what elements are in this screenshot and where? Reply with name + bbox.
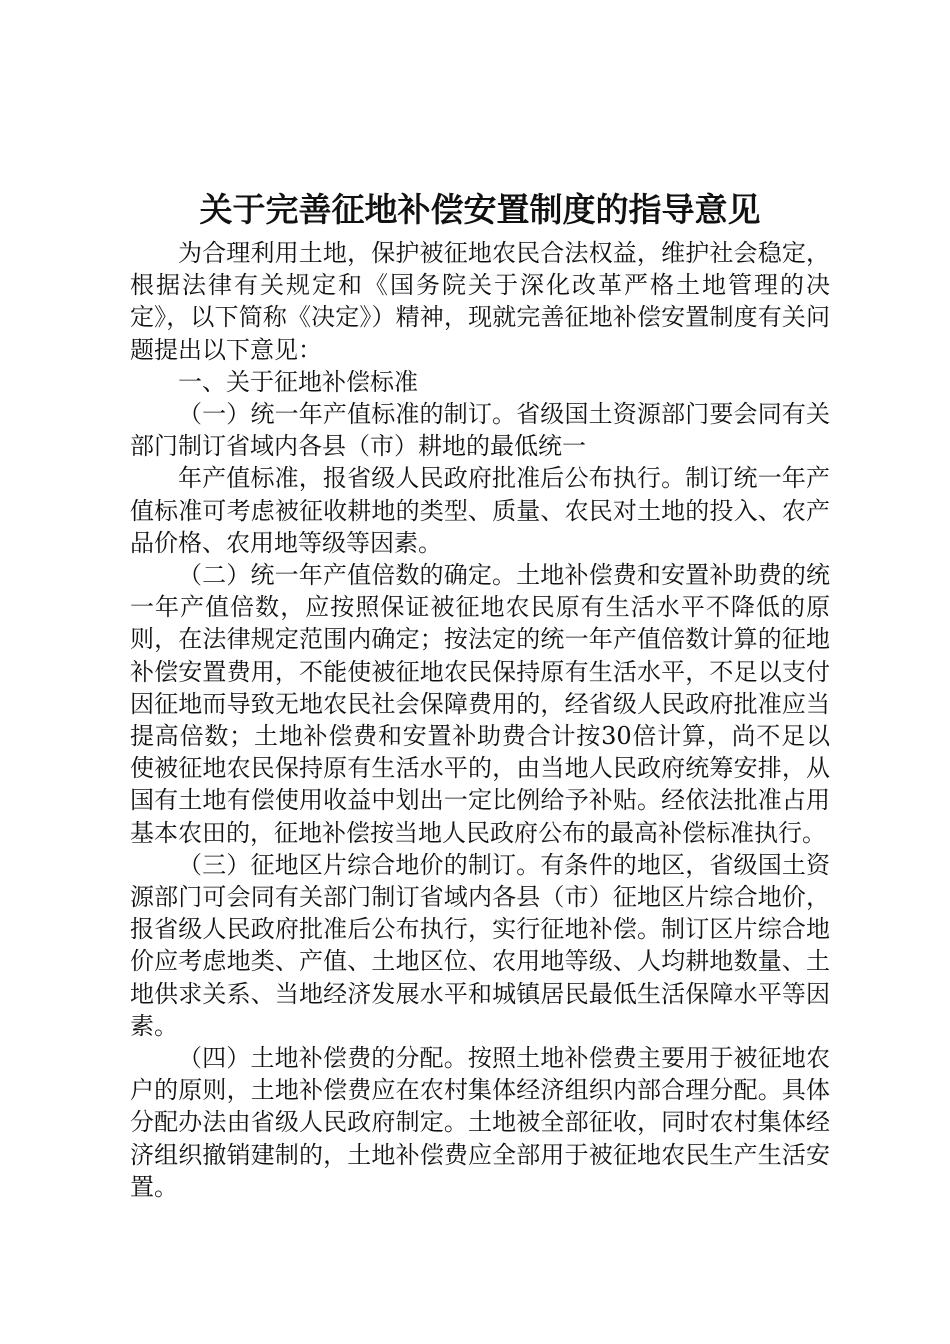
paragraph-item-1-continued: 年产值标准，报省级人民政府批准后公布执行。制订统一年产值标准可考虑被征收耕地的类型、质量、农民对土地的投入、农产品价格、农用地等级等因素。 [130, 464, 830, 557]
paragraph-item-3: （三）征地区片综合地价的制订。有条件的地区，省级国土资源部门可会同有关部门制订省域内各县（市）征地区片综合地价，报省级人民政府批准后公布执行，实行征地补偿。制订区片综合地价应考虑地类、产值、土地区位、农用地等级、人均耕地数量、土地供求关系、当地经济发展水平和城镇居民最低生活保障水平等因素。 [130, 850, 830, 1040]
document-page [130, 186, 830, 1203]
section-heading-1: 一、关于征地补偿标准 [178, 367, 418, 396]
paragraph-item-4: （四）土地补偿费的分配。按照土地补偿费主要用于被征地农户的原则，土地补偿费应在农村集体经济组织内部合理分配。具体分配办法由省级人民政府制定。土地被全部征收，同时农村集体经济组织撤销建制的，土地补偿费应全部用于被征地农民生产生活安置。 [130, 1044, 830, 1201]
paragraph-intro: 为合理利用土地，保护被征地农民合法权益，维护社会稳定，根据法律有关规定和《国务院关于深化改革严格土地管理的决定》，以下简称《决定》）精神，现就完善征地补偿安置制度有关问题提出以下意见： [130, 239, 830, 364]
paragraph-item-2: （二）统一年产值倍数的确定。土地补偿费和安置补助费的统一年产值倍数，应按照保证被征地农民原有生活水平不降低的原则，在法律规定范围内确定；按法定的统一年产值倍数计算的征地补偿安置费用，不能使被征地农民保持原有生活水平，不足以支付因征地而导致无地农民社会保障费用的，经省级人民政府批准应当提高倍数；土地补偿费和安置补助费合计按30倍计算，尚不足以使被征地农民保持原有生活水平的，由当地人民政府统筹安排，从国有土地有偿使用收益中划出一定比例给予补贴。经依法批准占用基本农田的，征地补偿按当地人民政府公布的最高补偿标准执行。 [130, 561, 830, 847]
paragraph-item-1: （一）统一年产值标准的制订。省级国土资源部门要会同有关部门制订省域内各县（市）耕地的最低统一 [130, 400, 830, 461]
document-title: 关于完善征地补偿安置制度的指导意见 [199, 190, 761, 229]
